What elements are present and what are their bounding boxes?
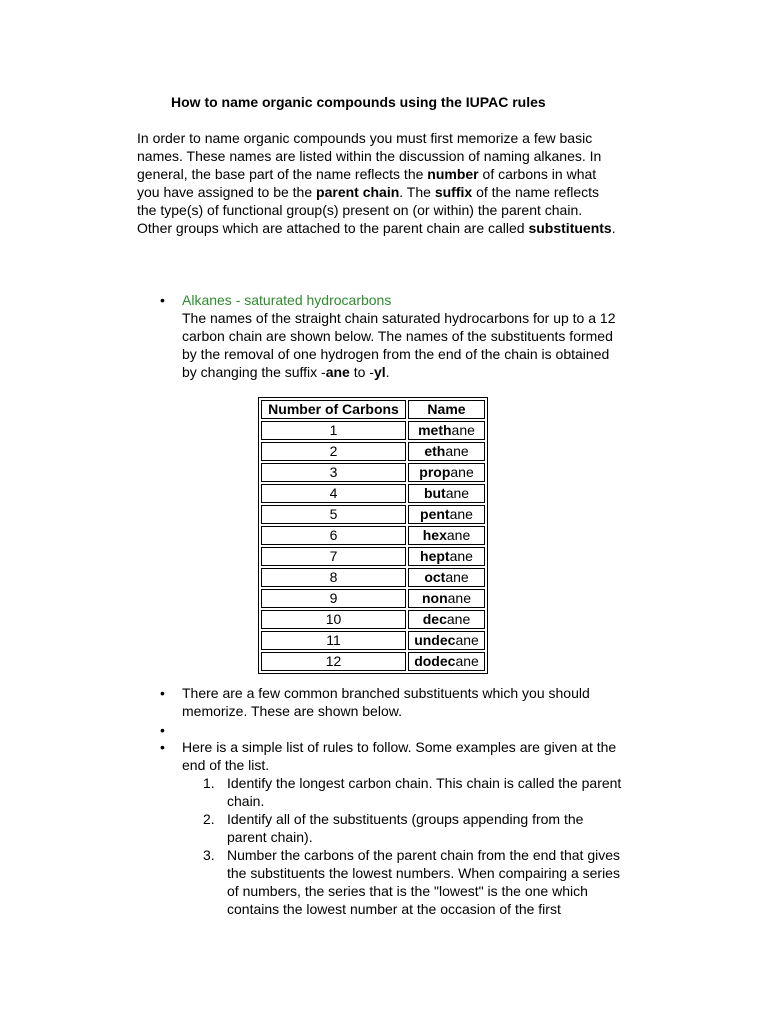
- table-row: [261, 463, 485, 482]
- carbon-count-cell: 10: [261, 610, 406, 629]
- alkane-name-cell: [408, 505, 485, 524]
- table-row: [261, 421, 485, 440]
- name-suffix: ane: [450, 464, 474, 480]
- bullet-empty: •: [160, 722, 165, 738]
- carbon-count-cell: 9: [261, 589, 406, 608]
- name-root: undec: [414, 632, 456, 648]
- carbon-count-cell: 8: [261, 568, 406, 587]
- bullet-rules: •: [160, 739, 165, 755]
- name-root: oct: [424, 569, 446, 585]
- carbon-count-cell: 7: [261, 547, 406, 566]
- alkane-name-cell: [408, 442, 485, 461]
- name-suffix: ane: [445, 569, 469, 585]
- alkane-name-cell: [408, 547, 485, 566]
- rules-intro: Here is a simple list of rules to follow. Some examples are given at the end of the list.: [182, 739, 617, 773]
- carbon-count-cell: 3: [261, 463, 406, 482]
- name-root: dec: [422, 611, 447, 627]
- name-root: pent: [420, 506, 450, 522]
- alkane-name-cell: [408, 421, 485, 440]
- bullet-branched: •: [160, 685, 165, 701]
- carbon-count-cell: 2: [261, 442, 406, 461]
- name-suffix: ane: [455, 632, 479, 648]
- name-root: but: [423, 485, 446, 501]
- carbon-count-cell: 11: [261, 631, 406, 650]
- name-suffix: ane: [445, 485, 470, 501]
- name-root: hex: [422, 527, 447, 543]
- table-row: [261, 652, 485, 671]
- carbon-count-cell: 5: [261, 505, 406, 524]
- rule-number: 2.: [203, 811, 215, 827]
- name-root: hept: [420, 548, 450, 564]
- alkane-name-cell: [408, 463, 485, 482]
- rule-item: Identify all of the substituents (groups appending from the parent chain).: [227, 811, 584, 845]
- alkane-name-cell: [408, 610, 485, 629]
- alkane-name-cell: [408, 568, 485, 587]
- name-suffix: ane: [455, 653, 479, 669]
- carbon-count-cell: 1: [261, 421, 406, 440]
- carbon-count-cell: 4: [261, 484, 406, 503]
- table-row: [261, 568, 485, 587]
- alkane-name-cell: [408, 631, 485, 650]
- column-header-number: Number of Carbons: [261, 400, 406, 419]
- name-suffix: ane: [449, 548, 473, 564]
- table-row: [261, 484, 485, 503]
- alkane-name-cell: [408, 526, 485, 545]
- name-root: meth: [418, 422, 452, 438]
- alkane-name-cell: [408, 484, 485, 503]
- name-root: prop: [419, 464, 451, 480]
- name-suffix: ane: [449, 506, 473, 522]
- table-row: [261, 505, 485, 524]
- bullet-alkanes: •: [160, 292, 165, 308]
- carbon-count-cell: 12: [261, 652, 406, 671]
- rule-number: 1.: [203, 775, 215, 791]
- table-row: [261, 442, 485, 461]
- table-row: [261, 610, 485, 629]
- name-root: non: [421, 590, 448, 606]
- table-row: [261, 547, 485, 566]
- carbon-count-cell: 6: [261, 526, 406, 545]
- name-suffix: ane: [451, 422, 475, 438]
- table-header-row: [261, 400, 485, 419]
- alkanes-heading: Alkanes - saturated hydrocarbons: [182, 292, 392, 308]
- alkane-name-cell: [408, 589, 485, 608]
- name-suffix: ane: [447, 590, 471, 606]
- name-suffix: ane: [446, 611, 471, 627]
- name-root: eth: [424, 443, 446, 459]
- name-root: dodec: [414, 653, 456, 669]
- name-suffix: ane: [445, 443, 469, 459]
- rule-number: 3.: [203, 847, 215, 863]
- intro-paragraph: In order to name organic compounds you must first memorize a few basic names. These names are listed within the discussion of naming alkanes. In general, the base part of the name reflects the number of carbons in what you have assigned to be the parent chain. The suffix of the name reflects the type(s) of functional group(s) present on (or within) the parent chain. Other groups which are attached to the parent chain are called substituents.: [137, 130, 616, 236]
- page-title: How to name organic compounds using the IUPAC rules: [171, 94, 546, 110]
- name-suffix: ane: [446, 527, 471, 543]
- alkanes-section: Alkanes - saturated hydrocarbons The names of the straight chain saturated hydrocarbons for up to a 12 carbon chain are shown below. The names of the substituents formed by the removal of one hydrogen from the end of the chain is obtained by changing the suffix -ane to -yl.: [182, 292, 616, 380]
- table-row: [261, 589, 485, 608]
- table-row: [261, 631, 485, 650]
- table-row: [261, 526, 485, 545]
- alkanes-table: [258, 397, 488, 674]
- rule-item: Number the carbons of the parent chain from the end that gives the substituents the lowest numbers. When compairing a series of numbers, the series that is the "lowest" is the one which contains the lowest number at the occasion of the first: [227, 847, 621, 917]
- rule-item: Identify the longest carbon chain. This chain is called the parent chain.: [227, 775, 622, 809]
- column-header-name: Name: [408, 400, 485, 419]
- alkane-name-cell: [408, 652, 485, 671]
- branched-paragraph: There are a few common branched substituents which you should memorize. These are shown below.: [182, 685, 590, 719]
